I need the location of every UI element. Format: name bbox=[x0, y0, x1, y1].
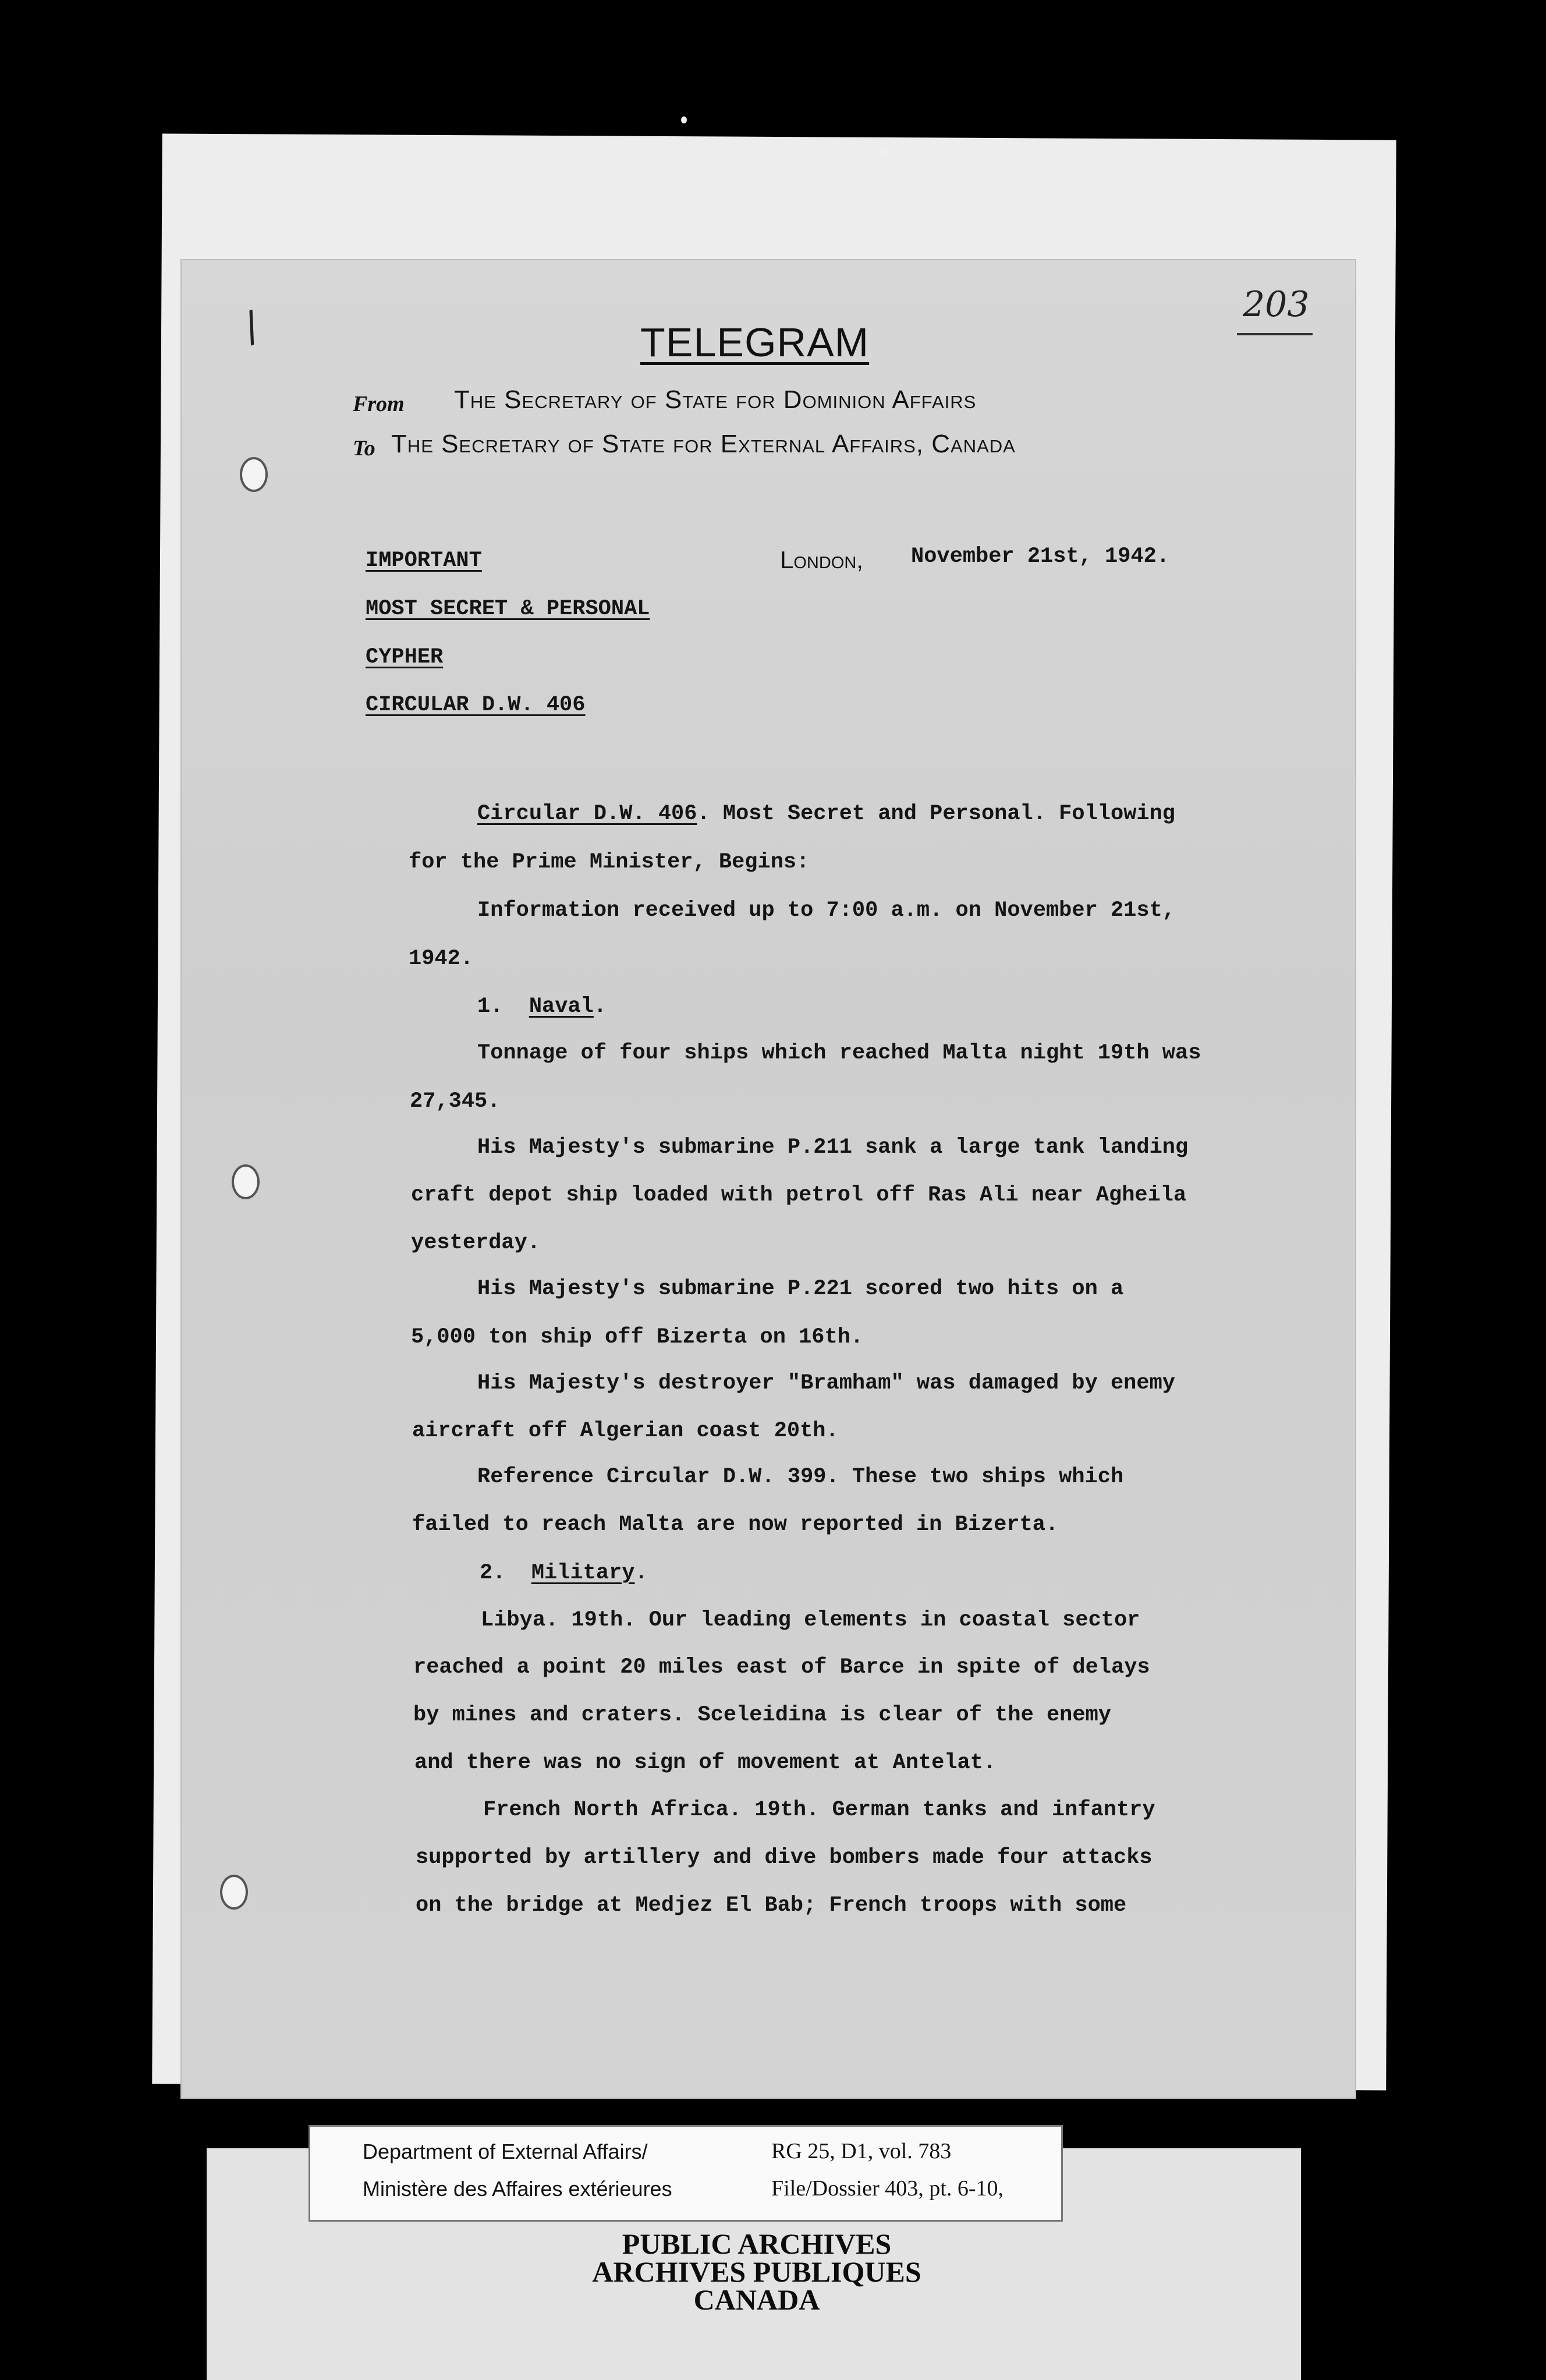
military-line: French North Africa. 19th. German tanks and infantry bbox=[483, 1798, 1155, 1822]
handwritten-tick-mark: / bbox=[236, 302, 266, 352]
classification-secret: MOST SECRET & PERSONAL bbox=[366, 597, 650, 621]
speck bbox=[681, 116, 687, 123]
telegram-page bbox=[180, 259, 1356, 2099]
punch-hole bbox=[232, 1164, 260, 1199]
circular-reference: Circular D.W. 406 bbox=[477, 802, 697, 826]
to-label: To bbox=[353, 436, 375, 461]
from-label: From bbox=[353, 392, 405, 416]
from-text: The Secretary of State for Dominion Affairs bbox=[454, 385, 977, 414]
military-line: and there was no sign of movement at Antelat. bbox=[414, 1751, 997, 1775]
naval-line: Reference Circular D.W. 399. These two ships which bbox=[477, 1465, 1124, 1489]
naval-line: aircraft off Algerian coast 20th. bbox=[412, 1419, 839, 1443]
department-french: Ministère des Affaires extérieures bbox=[363, 2177, 672, 2201]
naval-line: craft depot ship loaded with petrol off Ras Ali near Agheila bbox=[411, 1183, 1187, 1207]
naval-line: His Majesty's destroyer "Bramham" was damaged by enemy bbox=[477, 1371, 1175, 1396]
archive-reference-label bbox=[309, 2125, 1063, 2222]
military-line: supported by artillery and dive bombers made four attacks bbox=[416, 1846, 1153, 1870]
naval-line: failed to reach Malta are now reported in Bizerta. bbox=[412, 1513, 1059, 1537]
department-english: Department of External Affairs/ bbox=[363, 2140, 648, 2163]
classification-cypher: CYPHER bbox=[366, 645, 444, 670]
naval-line: 5,000 ton ship off Bizerta on 16th. bbox=[411, 1325, 864, 1350]
classification-circular: CIRCULAR D.W. 406 bbox=[366, 693, 586, 717]
public-archives-stamp: PUBLIC ARCHIVES ARCHIVES PUBLIQUES CANADA bbox=[592, 2227, 921, 2316]
speck bbox=[879, 148, 887, 157]
naval-line: Tonnage of four ships which reached Malta night 19th was bbox=[477, 1041, 1201, 1065]
military-line: on the bridge at Medjez El Bab; French troops with some bbox=[416, 1893, 1127, 1918]
page-number-underline bbox=[1237, 333, 1313, 335]
naval-line: 27,345. bbox=[410, 1089, 501, 1114]
file-reference: File/Dossier 403, pt. 6-10, bbox=[771, 2176, 1004, 2201]
record-group-reference: RG 25, D1, vol. 783 bbox=[771, 2139, 952, 2163]
handwritten-page-number: 203 bbox=[1243, 284, 1310, 325]
section-heading-naval: 1. Naval. bbox=[477, 994, 607, 1019]
section-heading-military: 2. Military. bbox=[480, 1561, 648, 1585]
military-line: reached a point 20 miles east of Barce in spite of delays bbox=[413, 1655, 1150, 1680]
punch-hole bbox=[220, 1875, 248, 1910]
classification-important: IMPORTANT bbox=[366, 548, 482, 573]
body-line: Information received up to 7:00 a.m. on November 21st, bbox=[477, 898, 1175, 923]
telegram-date: November 21st, 1942. bbox=[911, 544, 1170, 569]
naval-line: His Majesty's submarine P.211 sank a large tank landing bbox=[477, 1135, 1189, 1160]
body-line: 1942. bbox=[409, 947, 474, 971]
origin-place: London, bbox=[780, 546, 863, 573]
telegram-title: TELEGRAM bbox=[640, 320, 870, 365]
naval-line: His Majesty's submarine P.221 scored two hits on a bbox=[477, 1277, 1124, 1301]
punch-hole bbox=[240, 457, 268, 492]
body-line: Circular D.W. 406. Most Secret and Personal. Following bbox=[477, 802, 1176, 826]
naval-line: yesterday. bbox=[411, 1231, 541, 1255]
military-line: Libya. 19th. Our leading elements in coastal sector bbox=[481, 1608, 1140, 1632]
to-text: The Secretary of State for External Affairs, Canada bbox=[391, 430, 1016, 458]
military-line: by mines and craters. Sceleidina is clear of the enemy bbox=[413, 1703, 1111, 1727]
body-line: for the Prime Minister, Begins: bbox=[409, 850, 810, 874]
